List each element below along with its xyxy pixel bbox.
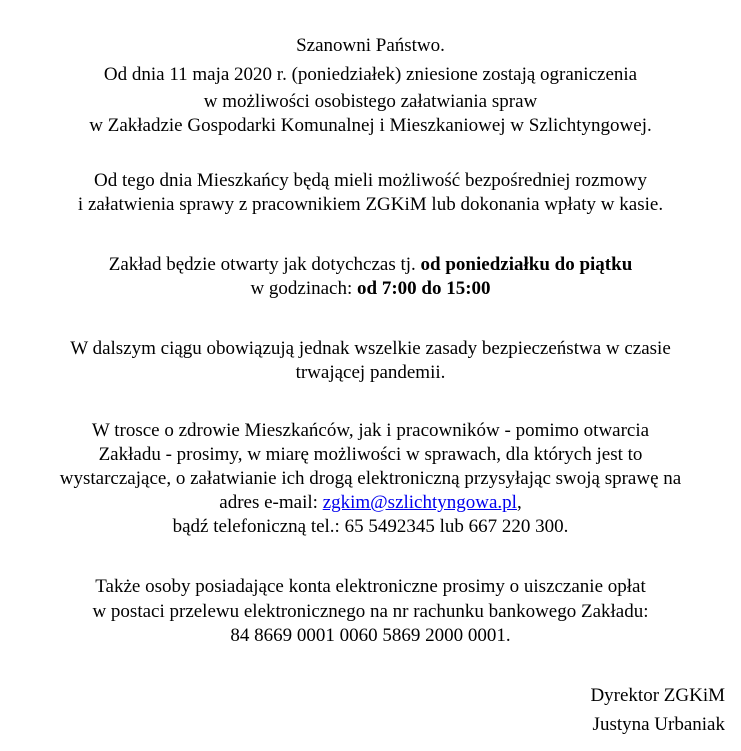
email-label: adres e-mail: bbox=[219, 492, 323, 513]
hours-line-2 bbox=[0, 277, 741, 301]
p1-line-1: Od dnia 11 maja 2020 r. (poniedziałek) zniesione zostają ograniczenia bbox=[103, 64, 638, 85]
email-trailing: , bbox=[516, 492, 522, 513]
p1-line-3: w Zakładzie Gospodarki Komunalnej i Mieszkaniowej w Szlichtyngowej. bbox=[89, 115, 652, 136]
p5-line-5: bądź telefoniczną tel.: 65 5492345 lub 667 220 300. bbox=[172, 516, 569, 537]
p5-line-2: Zakładu - prosimy, w miarę możliwości w sprawach, dla których jest to bbox=[98, 444, 643, 465]
p5-line-1: W trosce o zdrowie Mieszkańców, jak i pracowników - pomimo otwarcia bbox=[91, 420, 650, 441]
p5-line-4 bbox=[0, 491, 741, 515]
signature-title: Dyrektor ZGKiM bbox=[590, 685, 725, 706]
p4-line-1: W dalszym ciągu obowiązują jednak wszelkie zasady bezpieczeństwa w czasie bbox=[70, 338, 671, 359]
p6-line-1: Także osoby posiadające konta elektroniczne prosimy o uiszczanie opłat bbox=[95, 576, 646, 597]
email-link[interactable]: zgkim@szlichtyngowa.pl bbox=[322, 492, 517, 513]
p5-line-3: wystarczające, o załatwianie ich drogą elektroniczną przysyłając swoją sprawę na bbox=[59, 468, 682, 489]
salutation: Szanowni Państwo. bbox=[296, 35, 445, 56]
p2-line-1: Od tego dnia Mieszkańcy będą mieli możliwość bezpośredniej rozmowy bbox=[94, 170, 647, 191]
p4-line-2: trwającej pandemii. bbox=[295, 362, 446, 383]
p2-line-2: i załatwienia sprawy z pracownikiem ZGKiM lub dokonania wpłaty w kasie. bbox=[77, 194, 664, 215]
hours-line-1 bbox=[0, 253, 741, 277]
hours-text-1: Zakład będzie otwarty jak dotychczas tj. bbox=[108, 254, 421, 275]
p6-line-2: w postaci przelewu elektronicznego na nr rachunku bankowego Zakładu: bbox=[92, 601, 649, 622]
signature-name: Justyna Urbaniak bbox=[592, 714, 725, 735]
p1-line-2: w możliwości osobistego załatwiania spraw bbox=[203, 91, 538, 112]
hours-text-2: w godzinach: bbox=[250, 278, 358, 299]
bank-account-number: 84 8669 0001 0060 5869 2000 0001. bbox=[230, 625, 511, 646]
hours-time: od 7:00 do 15:00 bbox=[357, 278, 491, 299]
hours-days: od poniedziałku do piątku bbox=[420, 254, 633, 275]
